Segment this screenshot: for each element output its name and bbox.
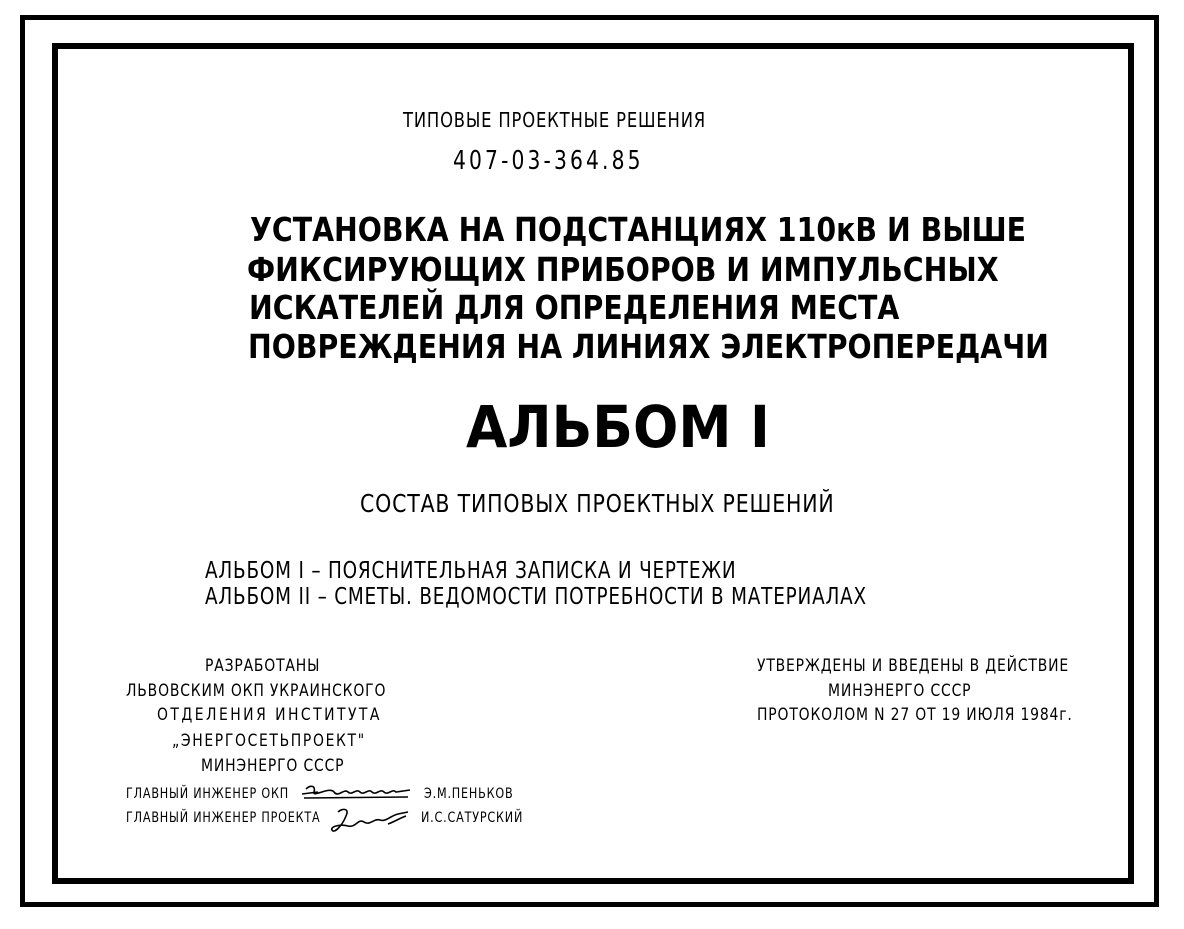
series-title: ТИПОВЫЕ ПРОЕКТНЫЕ РЕШЕНИЯ (403, 108, 707, 132)
signatory-role: ГЛАВНЫЙ ИНЖЕНЕР ОКП (126, 786, 289, 802)
composition-item: АЛЬБОМ II – СМЕТЫ. ВЕДОМОСТИ ПОТРЕБНОСТИ В МАТЕРИАЛАХ (205, 584, 867, 610)
approval-line: ПРОТОКОЛОМ N 27 ОТ 19 ИЮЛЯ 1984г. (757, 705, 1073, 725)
signatory-name: Э.М.ПЕНЬКОВ (424, 786, 514, 802)
album-heading: АЛЬБОМ I (466, 393, 770, 461)
developer-line: РАЗРАБОТАНЫ (205, 656, 321, 676)
handwritten-signature (300, 780, 424, 804)
composition-item: АЛЬБОМ I – ПОЯСНИТЕЛЬНАЯ ЗАПИСКА И ЧЕРТЕЖИ (205, 558, 737, 584)
developer-line: ОТДЕЛЕНИЯ ИНСТИТУТА (157, 705, 382, 725)
composition-heading: СОСТАВ ТИПОВЫХ ПРОЕКТНЫХ РЕШЕНИЙ (360, 489, 835, 518)
signatory-name: И.С.САТУРСКИЙ (421, 810, 524, 826)
title-line: ИСКАТЕЛЕЙ ДЛЯ ОПРЕДЕЛЕНИЯ МЕСТА (249, 288, 900, 327)
handwritten-signature (328, 806, 412, 836)
title-line: УСТАНОВКА НА ПОДСТАНЦИЯХ 110кВ И ВЫШЕ (250, 210, 1027, 249)
developer-line: ЛЬВОВСКИМ ОКП УКРАИНСКОГО (126, 681, 387, 701)
document-code: 407-03-364.85 (453, 146, 644, 176)
approval-line: МИНЭНЕРГО СССР (828, 681, 972, 701)
title-line: ФИКСИРУЮЩИХ ПРИБОРОВ И ИМПУЛЬСНЫХ (247, 250, 999, 289)
approval-line: УТВЕРЖДЕНЫ И ВВЕДЕНЫ В ДЕЙСТВИЕ (757, 656, 1070, 676)
title-line: ПОВРЕЖДЕНИЯ НА ЛИНИЯХ ЭЛЕКТРОПЕРЕДАЧИ (248, 327, 1049, 366)
developer-line: МИНЭНЕРГО СССР (201, 756, 345, 776)
developer-line: „ЭНЕРГОСЕТЬПРОЕКТ" (172, 731, 366, 751)
signatory-role: ГЛАВНЫЙ ИНЖЕНЕР ПРОЕКТА (126, 810, 321, 826)
